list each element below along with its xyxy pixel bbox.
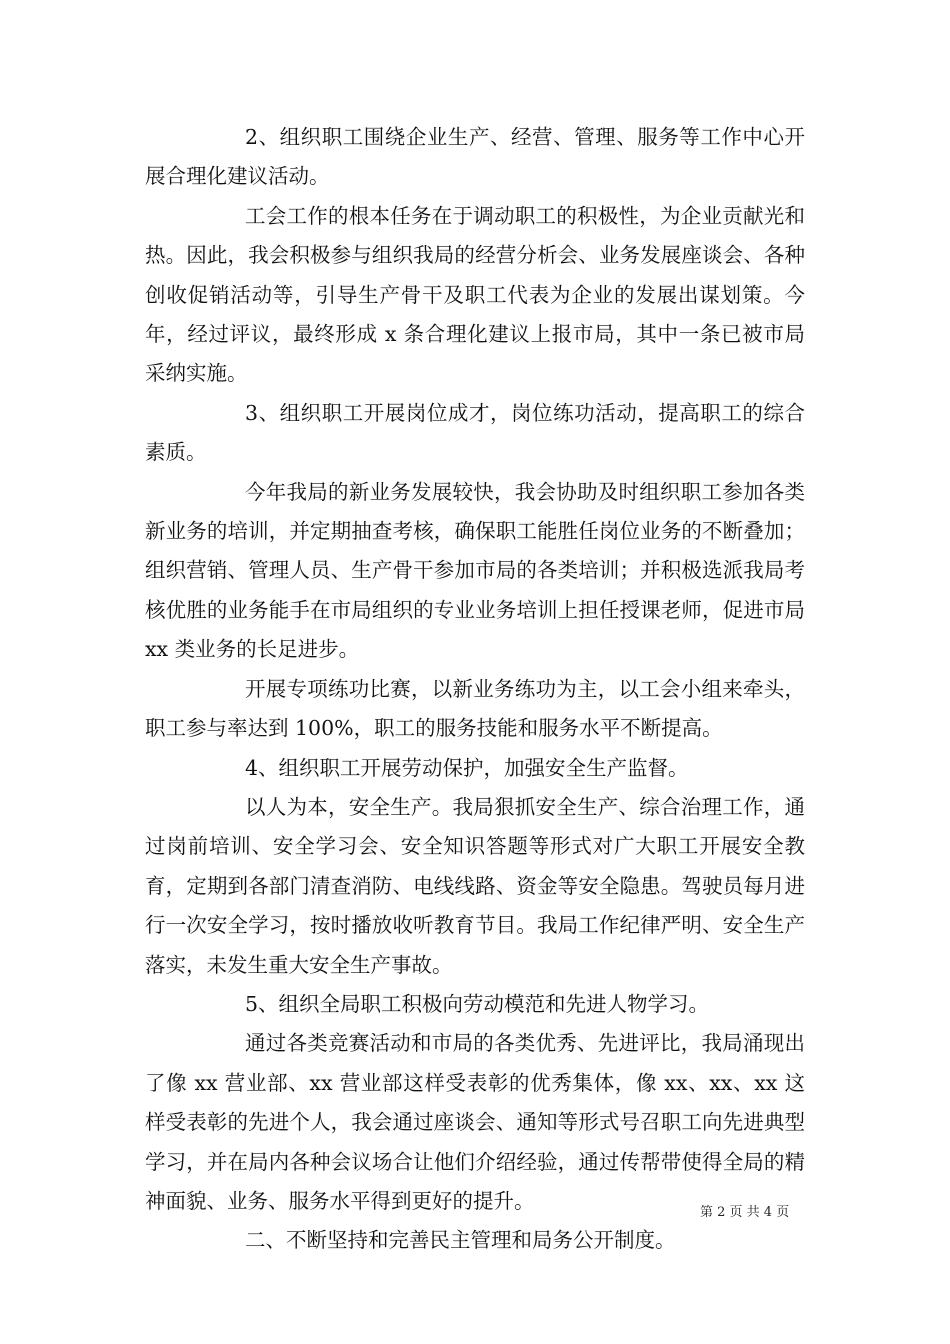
page-number-footer: 第 2 页 共 4 页 bbox=[700, 1205, 790, 1220]
body-paragraph: 通过各类竞赛活动和市局的各类优秀、先进评比，我局涌现出了像 xx 营业部、xx 营业部这样受表彰的优秀集体，像 xx、xx、xx 这样受表彰的先进个人，我会通过座谈会、通知等形式号召职工向先进典型学习，并在局内各种会议场合让他们介绍经验，通过传帮带使得全局的精神面貌、业务、服务水平得到更好的提升。 bbox=[145, 1031, 805, 1213]
body-paragraph: 开展专项练功比赛，以新业务练功为主，以工会小组来牵头，职工参与率达到 100%，职工的服务技能和服务水平不断提高。 bbox=[145, 676, 805, 741]
heading-item-5: 5、组织全局职工积极向劳动模范和先进人物学习。 bbox=[245, 991, 710, 1016]
heading-item-2: 2、组织职工围绕企业生产、经营、管理、服务等工作中心开展合理化建议活动。 bbox=[145, 125, 805, 189]
document-body bbox=[145, 118, 805, 1261]
heading-item-4: 4、组织职工开展劳动保护，加强安全生产监督。 bbox=[245, 755, 689, 780]
body-paragraph: 以人为本，安全生产。我局狠抓安全生产、综合治理工作，通过岗前培训、安全学习会、安全知识答题等形式对广大职工开展安全教育，定期到各部门清查消防、电线线路、资金等安全隐患。驾驶员每月进行一次安全学习，按时播放收听教育节目。我局工作纪律严明、安全生产落实，未发生重大安全生产事故。 bbox=[145, 794, 805, 977]
body-paragraph: 工会工作的根本任务在于调动职工的积极性，为企业贡献光和热。因此，我会积极参与组织我局的经营分析会、业务发展座谈会、各种创收促销活动等，引导生产骨干及职工代表为企业的发展出谋划策。今年，经过评议，最终形成 x 条合理化建议上报市局，其中一条已被市局采纳实施。 bbox=[145, 203, 805, 386]
body-paragraph: 今年我局的新业务发展较快，我会协助及时组织职工参加各类新业务的培训，并定期抽查考核，确保职工能胜任岗位业务的不断叠加；组织营销、管理人员、生产骨干参加市局的各类培训；并积极选派我局考核优胜的业务能手在市局组织的专业业务培训上担任授课老师，促进市局 xx 类业务的长足进步。 bbox=[145, 479, 805, 662]
section-heading-2: 二、不断坚持和完善民主管理和局务公开制度。 bbox=[245, 1228, 676, 1253]
heading-item-3: 3、组织职工开展岗位成才，岗位练功活动，提高职工的综合素质。 bbox=[145, 400, 805, 465]
